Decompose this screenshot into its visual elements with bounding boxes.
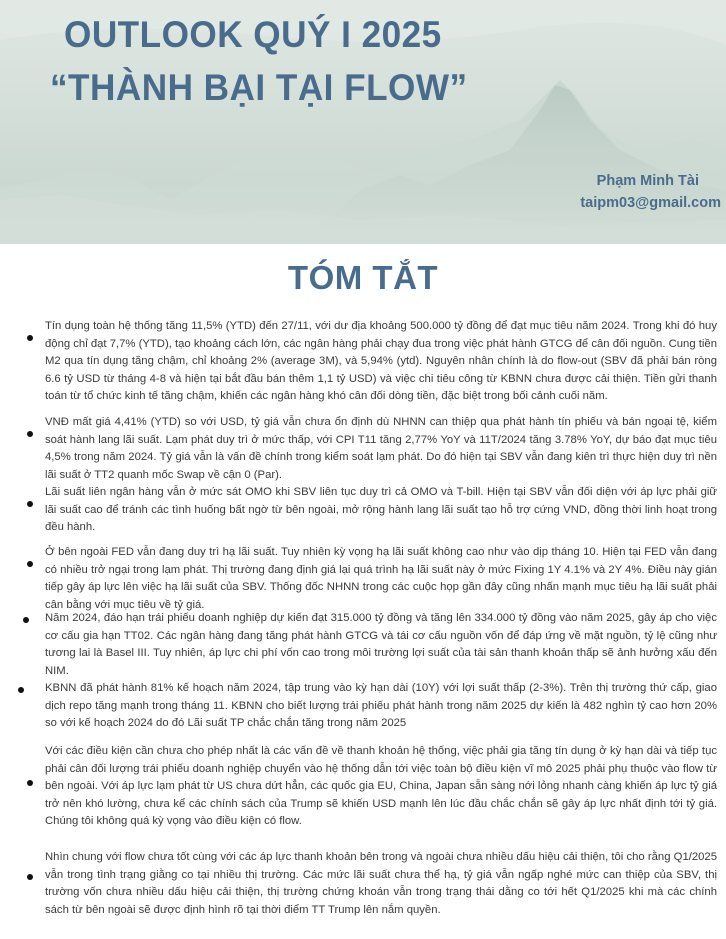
summary-heading: TÓM TẮT <box>287 259 439 296</box>
bullet-icon <box>27 561 33 567</box>
bullet-icon <box>27 335 33 341</box>
bullet-icon <box>27 874 33 880</box>
summary-paragraph: Với các điều kiện cần chưa cho phép nhất là các vấn đề về thanh khoản hệ thống, việc phải gia tăng tín dụng ở kỳ hạn dài và tiếp tục phải cân đối lượng trái phiếu doanh nghiệp chuyển vào hệ thống dẫn tới việc toàn bộ điều kiện vĩ mô 2025 phải phụ thuộc vào flow từ bên ngoài. Với áp lực lạm phát từ US chưa dứt hẳn, các quốc gia EU, China, Japan sẵn sàng nới lỏng nhanh càng khiến áp lực tỷ giá trở nên khó lường, chưa kể các chính sách của Trump sẽ khiến USD mạnh lên lúc đầu chắc chắn sẽ gây áp lực nhất định tới tỷ giá. Chúng tôi không quá kỳ vọng vào điều kiện có flow. <box>45 745 717 828</box>
summary-paragraph: VNĐ mất giá 4,41% (YTD) so với USD, tỷ giá vẫn chưa ổn định dù NHNN can thiệp qua phát hành tín phiếu và bán ngoại tệ, kiểm soát hành lang lãi suất. Lạm phát duy trì ở mức thấp, với CPI T11 tăng 2,77% YoY và 11T/2024 tăng 3.78% YoY, dự báo đạt mục tiêu 4,5% trong năm 2024. Tỷ giá vẫn là vấn đề chính trong kiểm soát lạm phát. Do đó hiện tại SBV vẫn đang kiên trì thực hiện duy trì nền lãi suất ở TT2 quanh mốc Swap về cận 0 (Par). <box>45 416 717 481</box>
cover-title-line-2: “THÀNH BẠI TẠI FLOW” <box>50 67 468 108</box>
summary-paragraph: KBNN đã phát hành 81% kế hoạch năm 2024, tập trung vào kỳ hạn dài (10Y) với lợi suất thấp (2-3%). Trên thị trường thứ cấp, giao dịch repo tăng mạnh trong tháng 11. KBNN cho biết lượng trái phiếu phát hành trong năm 2025 dự kiến là 482 nghìn tỷ cao hơn 20% so với kế hoạch 2024 do đó Lãi suất TP chắc chắn tăng trong năm 2025 <box>45 682 717 730</box>
summary-paragraph: Ở bên ngoài FED vẫn đang duy trì hạ lãi suất. Tuy nhiên kỳ vọng hạ lãi suất không cao như vào dịp tháng 10. Hiện tại FED vẫn đang có nhiều trở ngại trong lạm phát. Thị trường đang định giá lại quá trình hạ lãi suất này ở mức Fixing 1Y 4.1% và 2Y 4%. Điều này gián tiếp gây áp lực lên việc hạ lãi suất của SBV. Thống đốc NHNN trong các cuộc họp gần đây cũng nhấn mạnh mục tiêu hạ lãi suất phải cân bằng với mục tiêu về tỷ giá. <box>45 546 717 611</box>
summary-paragraph: Năm 2024, đáo hạn trái phiếu doanh nghiệp dự kiến đạt 315.000 tỷ đồng và tăng lên 334.000 tỷ đồng vào năm 2025, gây áp cho việc cơ cấu gia hạn TT02. Các ngân hàng đang tăng phát hành GTCG và tái cơ cấu nguồn vốn để đáp ứng về mặt nguồn, tỷ lệ cũng như tương lai là Basel III. Tuy nhiên, áp lực chi phí vốn cao trong môi trường lợi suất của tài sản thanh khoản thấp sẽ ảnh hưởng xấu đến NIM. <box>45 612 717 677</box>
cover-banner <box>0 0 726 244</box>
bullet-icon <box>18 687 24 693</box>
summary-paragraph: Lãi suất liên ngân hàng vẫn ở mức sát OMO khi SBV liên tục duy trì cả OMO và T-bill. Hiện tại SBV vẫn đối diện với áp lực phải giữ lãi suất cao để tránh các tình huống bất ngờ từ bên ngoài, mở rộng hành lang lãi suất tạo hỗ trợ cứng VND, đồng thời linh hoạt trong đều hành. <box>45 486 717 534</box>
bullet-icon <box>27 501 33 507</box>
summary-paragraph: Tín dụng toàn hệ thống tăng 11,5% (YTD) đến 27/11, với dư địa khoảng 500.000 tỷ đồng để đạt mục tiêu năm 2024. Trong khi đó huy động chỉ đạt 7,7% (YTD), tạo khoảng cách lớn, các ngân hàng phải chạy đua trong việc phát hành GTCG để cân đối nguồn. Cung tiền M2 qua tín dụng tăng chậm, chỉ khoảng 2% (average 3M), và 5,94% (ytd). Nguyên nhân chính là do flow-out (SBV đã phải bán ròng 6.6 tỷ USD từ tháng 4-8 và hiện tại bắt đầu bán thêm 1,1 tỷ USD) và việc chi tiêu công từ KBNN chưa được cải thiện. Tiền gửi thanh toán từ tổ chức kinh tế tăng chậm, khiến các ngân hàng khó cân đối dòng tiền, đặc biệt trong bối cảnh cuối năm. <box>45 320 717 403</box>
summary-paragraph: Nhìn chung với flow chưa tốt cùng với các áp lực thanh khoản bên trong và ngoài chưa nhiều dấu hiệu cải thiện, tôi cho rằng Q1/2025 vẫn trong tình trạng giằng co tại nhiều thị trường. Các mức lãi suất chưa thể hạ, tỷ giá vẫn ngấp nghé mức can thiệp của SBV, thị trường vốn chưa nhiều dấu hiệu cải thiện, thị trường chứng khoán vẫn trong trạng thái dằng co tới hết Q1/2025 khi mà các chính sách từ bên ngoài sẽ được định hình rõ tại thời điểm TT Trump lên nắm quyền. <box>45 851 717 916</box>
bullet-icon <box>23 617 29 623</box>
bullet-icon <box>27 780 33 786</box>
cover-title-line-1: OUTLOOK QUÝ I 2025 <box>64 14 442 55</box>
author-email: taipm03@gmail.com <box>580 195 721 211</box>
author-name: Phạm Minh Tài <box>596 173 699 189</box>
bullet-icon <box>27 431 33 437</box>
